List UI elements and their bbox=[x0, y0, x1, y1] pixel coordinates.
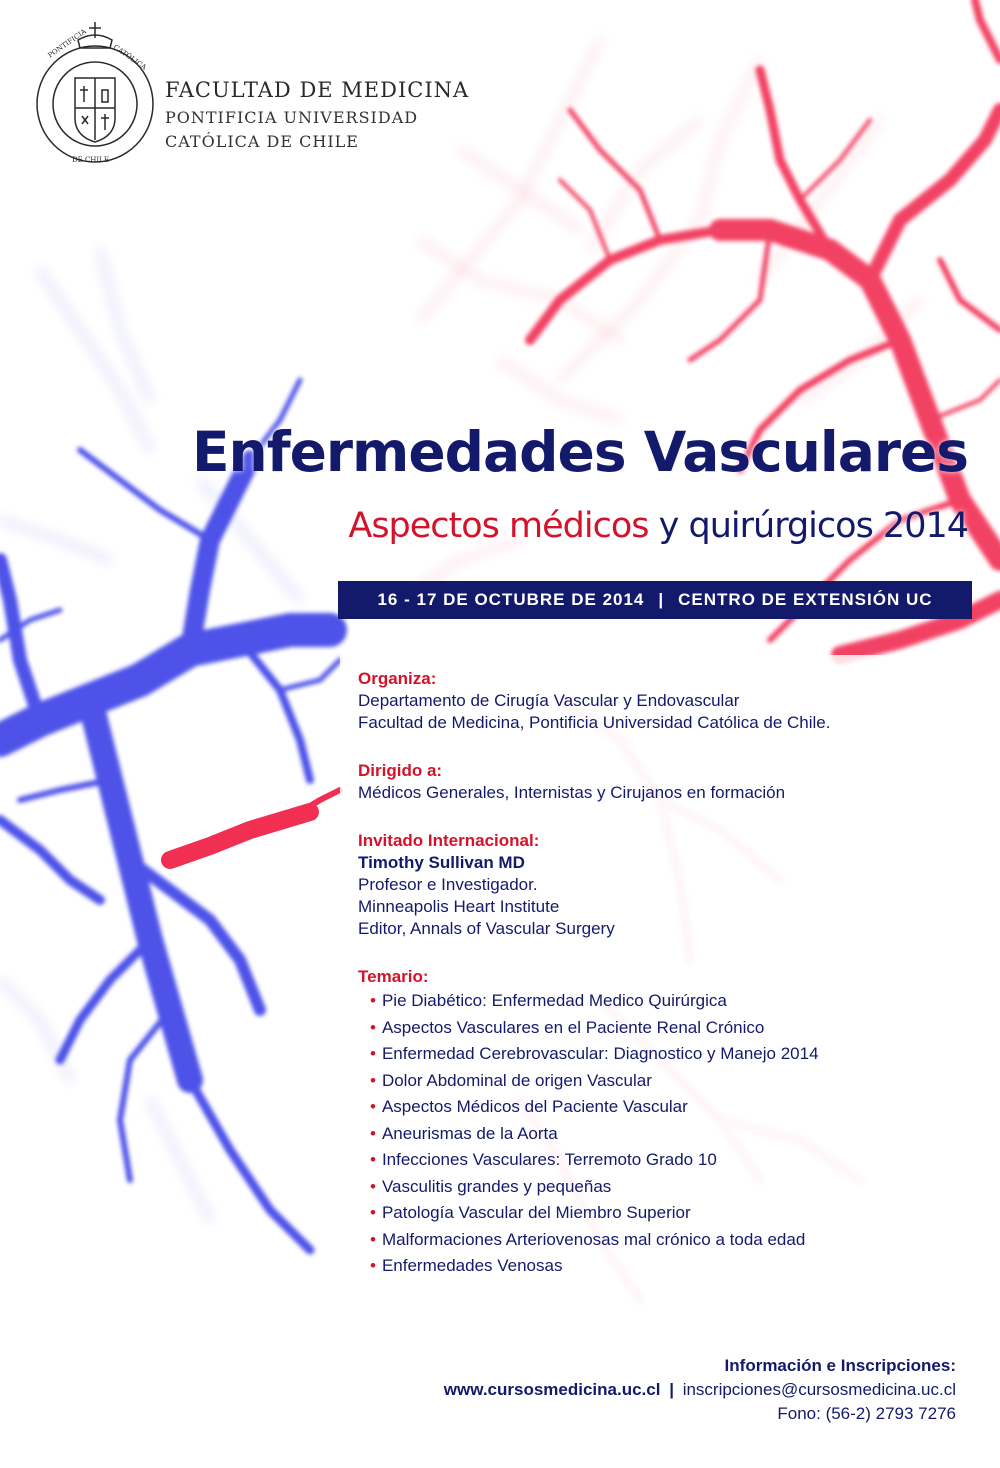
subtitle-red-part: Aspectos médicos bbox=[348, 506, 649, 546]
temario-item-text: Malformaciones Arteriovenosas mal crónico a toda edad bbox=[381, 1229, 806, 1249]
bullet-icon: • bbox=[370, 1256, 376, 1275]
guest-line: Profesor e Investigador. bbox=[358, 875, 538, 894]
bullet-icon: • bbox=[370, 1203, 376, 1222]
temario-item bbox=[358, 1068, 978, 1095]
temario-item bbox=[358, 988, 978, 1015]
temario-item-text: Vasculitis grandes y pequeñas bbox=[381, 1176, 612, 1196]
organiza-line: Facultad de Medicina, Pontificia Universidad Católica de Chile. bbox=[358, 713, 831, 732]
temario-item-text: Infecciones Vasculares: Terremoto Grado 10 bbox=[381, 1150, 717, 1169]
temario-item bbox=[358, 1121, 978, 1148]
bullet-icon: • bbox=[370, 1123, 376, 1143]
bullet-icon: • bbox=[370, 991, 376, 1010]
event-subtitle bbox=[348, 506, 968, 546]
dirigido-label: Dirigido a: bbox=[358, 761, 443, 780]
temario-item bbox=[358, 1174, 978, 1201]
event-title: Enfermedades Vasculares bbox=[191, 420, 968, 484]
contact-heading: Información e Inscripciones: bbox=[724, 1356, 956, 1375]
contact-phone: Fono: (56-2) 2793 7276 bbox=[777, 1404, 956, 1423]
temario-item-text: Aspectos Vasculares en el Paciente Renal Crónico bbox=[381, 1017, 765, 1037]
organiza-label: Organiza: bbox=[358, 669, 437, 688]
blue-vessel-network bbox=[0, 250, 340, 1250]
temario-item bbox=[358, 1041, 978, 1068]
temario-item-text: Aneurismas de la Aorta bbox=[381, 1123, 558, 1143]
university-seal-icon bbox=[30, 18, 160, 168]
guest-line: Minneapolis Heart Institute bbox=[358, 897, 560, 916]
email-link[interactable]: inscripciones@cursosmedicina.uc.cl bbox=[682, 1380, 956, 1399]
contact-separator: | bbox=[669, 1380, 674, 1399]
bullet-icon: • bbox=[370, 1150, 376, 1169]
temario-item-text: Enfermedad Cerebrovascular: Diagnostico y Manejo 2014 bbox=[381, 1044, 819, 1063]
bullet-icon: • bbox=[370, 1176, 376, 1196]
temario-list bbox=[358, 988, 978, 1280]
organiza-line: Departamento de Cirugía Vascular y Endovascular bbox=[358, 691, 740, 710]
subtitle-blue-part: y quirúrgicos 2014 bbox=[658, 506, 968, 546]
event-info bbox=[358, 668, 978, 1280]
temario-item bbox=[358, 1094, 978, 1121]
contact-block bbox=[444, 1354, 956, 1426]
faculty-title: FACULTAD DE MEDICINA bbox=[165, 78, 470, 102]
temario-item-text: Aspectos Médicos del Paciente Vascular bbox=[381, 1097, 688, 1116]
temario-item-text: Dolor Abdominal de origen Vascular bbox=[381, 1070, 652, 1090]
university-line-1: PONTIFICIA UNIVERSIDAD bbox=[165, 108, 419, 127]
svg-text:DE CHILE: DE CHILE bbox=[72, 156, 109, 164]
bullet-icon: • bbox=[370, 1044, 376, 1063]
temario-item bbox=[358, 1200, 978, 1227]
temario-item bbox=[358, 1227, 978, 1254]
invitado-label: Invitado Internacional: bbox=[358, 831, 540, 850]
temario-item bbox=[358, 1015, 978, 1042]
date-bar-separator: | bbox=[658, 590, 665, 609]
dirigido-text: Médicos Generales, Internistas y Cirujanos en formación bbox=[358, 783, 786, 802]
guest-line: Editor, Annals of Vascular Surgery bbox=[358, 919, 615, 938]
date-venue-bar bbox=[338, 581, 972, 619]
bullet-icon: • bbox=[370, 1070, 376, 1090]
temario-item-text: Pie Diabético: Enfermedad Medico Quirúrgica bbox=[381, 991, 727, 1010]
svg-text:PONTIFICIA: PONTIFICIA bbox=[46, 27, 88, 60]
svg-text:CATÓLICA: CATÓLICA bbox=[111, 43, 148, 72]
temario-item-text: Enfermedades Venosas bbox=[381, 1256, 563, 1275]
university-line-2: CATÓLICA DE CHILE bbox=[165, 132, 359, 151]
guest-name: Timothy Sullivan MD bbox=[358, 853, 525, 872]
event-venue: CENTRO DE EXTENSIÓN UC bbox=[678, 590, 933, 609]
bullet-icon: • bbox=[370, 1017, 376, 1037]
bullet-icon: • bbox=[370, 1097, 376, 1116]
temario-item bbox=[358, 1253, 978, 1280]
temario-item-text: Patología Vascular del Miembro Superior bbox=[381, 1203, 691, 1222]
temario-label: Temario: bbox=[358, 967, 429, 986]
website-link[interactable]: www.cursosmedicina.uc.cl bbox=[443, 1380, 661, 1399]
event-dates: 16 - 17 DE OCTUBRE DE 2014 bbox=[377, 590, 645, 609]
bullet-icon: • bbox=[370, 1229, 376, 1249]
temario-item bbox=[358, 1147, 978, 1174]
